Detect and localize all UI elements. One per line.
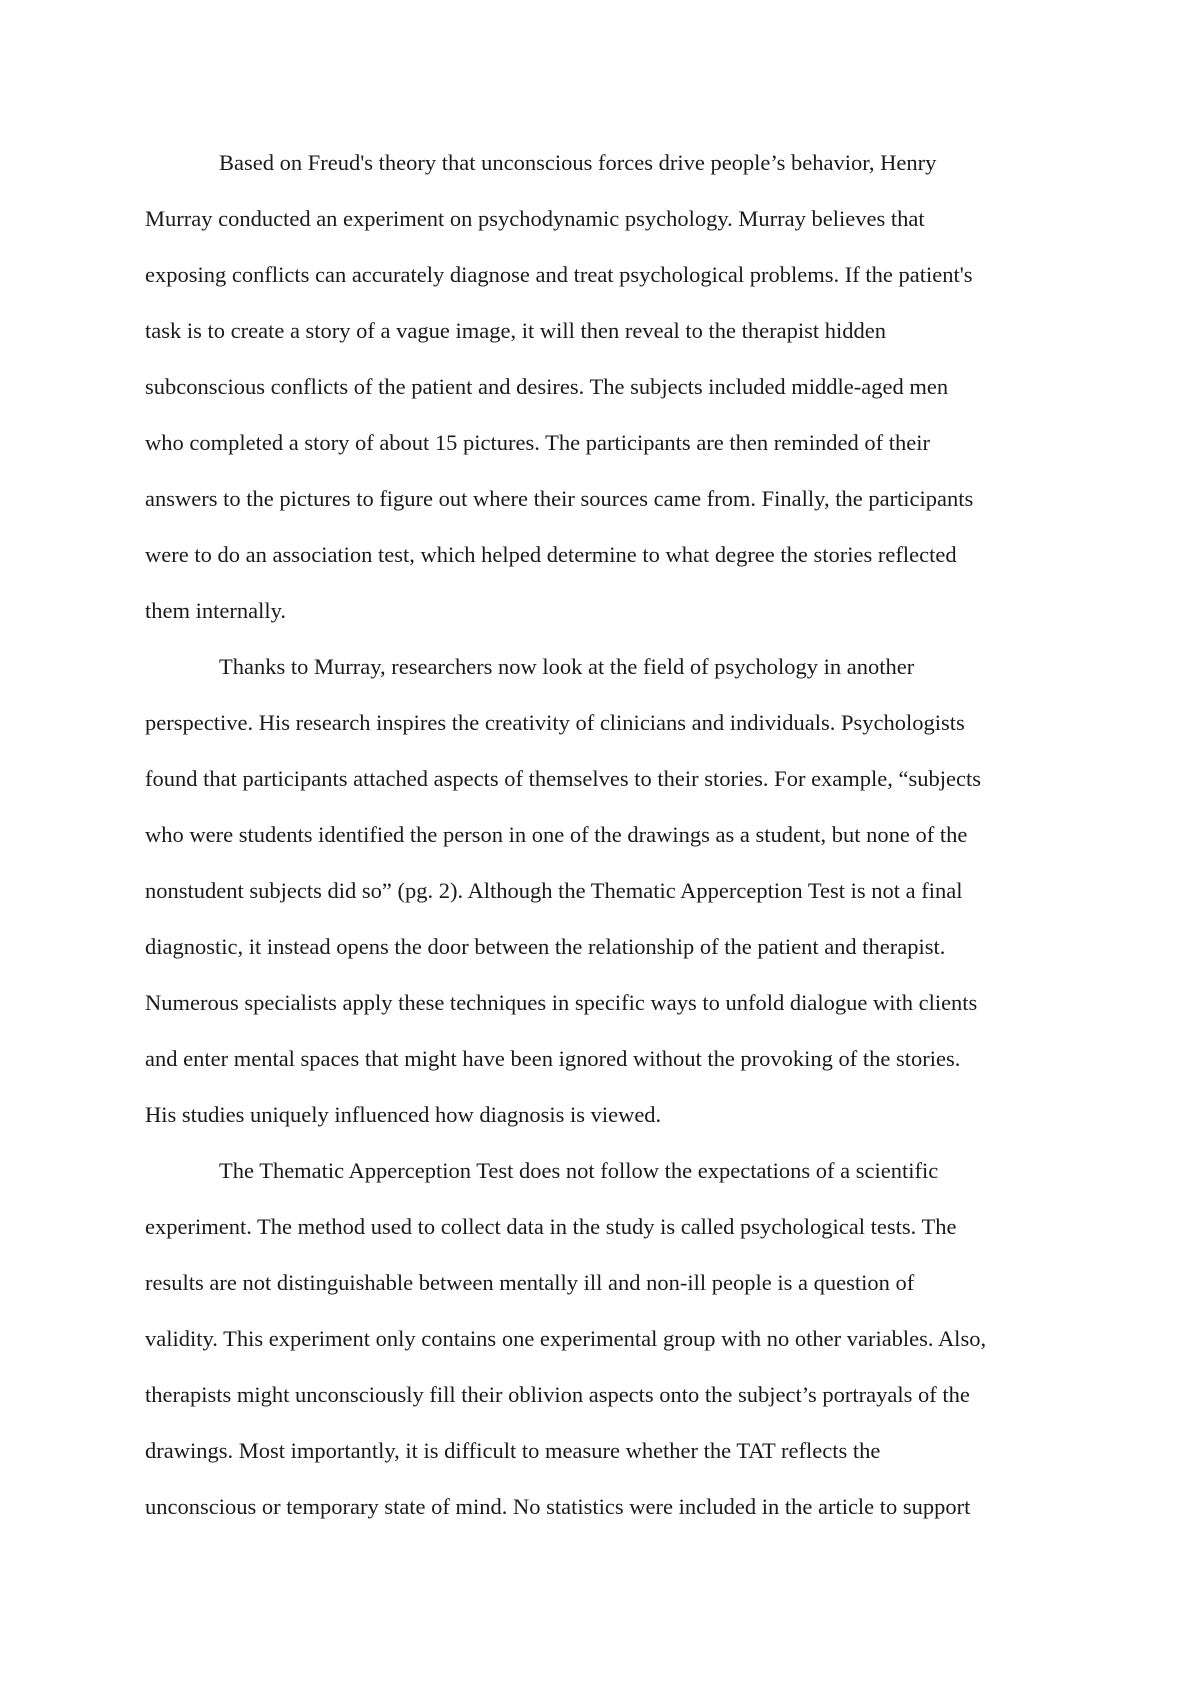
paragraph-3-line-6: drawings. Most importantly, it is difficult to measure whether the TAT reflects the xyxy=(145,1438,881,1463)
paragraph-1-line-9: them internally. xyxy=(145,598,286,623)
paragraph-2-line-1: Thanks to Murray, researchers now look at the field of psychology in another xyxy=(219,654,915,679)
paragraph-1-line-7: answers to the pictures to figure out where their sources came from. Finally, the participants xyxy=(145,486,974,511)
paragraph-2-line-5: nonstudent subjects did so” (pg. 2). Although the Thematic Apperception Test is not a final xyxy=(145,878,963,903)
paragraph-2-line-3: found that participants attached aspects of themselves to their stories. For example, “subjects xyxy=(145,766,982,791)
paragraph-3-line-3: results are not distinguishable between mentally ill and non-ill people is a question of xyxy=(145,1270,915,1295)
paragraph-2-line-8: and enter mental spaces that might have been ignored without the provoking of the stories. xyxy=(145,1046,961,1071)
paragraph-1-line-3: exposing conflicts can accurately diagnose and treat psychological problems. If the patient's xyxy=(145,262,973,287)
paragraph-2-line-7: Numerous specialists apply these techniques in specific ways to unfold dialogue with clients xyxy=(145,990,978,1015)
paragraph-3-line-4: validity. This experiment only contains one experimental group with no other variables. Also, xyxy=(145,1326,987,1351)
paragraph-3-line-7: unconscious or temporary state of mind. No statistics were included in the article to support xyxy=(145,1494,971,1519)
paragraph-1-line-6: who completed a story of about 15 pictures. The participants are then reminded of their xyxy=(145,430,930,455)
paragraph-3-line-1: The Thematic Apperception Test does not follow the expectations of a scientific xyxy=(219,1158,939,1183)
paragraph-2-line-9: His studies uniquely influenced how diagnosis is viewed. xyxy=(145,1102,662,1127)
paragraph-1-line-8: were to do an association test, which helped determine to what degree the stories reflected xyxy=(145,542,957,567)
paragraph-1-line-5: subconscious conflicts of the patient and desires. The subjects included middle-aged men xyxy=(145,374,949,399)
paragraph-2-line-6: diagnostic, it instead opens the door between the relationship of the patient and therapist. xyxy=(145,934,946,959)
paragraph-1-line-1: Based on Freud's theory that unconscious forces drive people’s behavior, Henry xyxy=(219,150,937,175)
paragraph-2-line-4: who were students identified the person in one of the drawings as a student, but none of the xyxy=(145,822,968,847)
paragraph-1-line-2: Murray conducted an experiment on psychodynamic psychology. Murray believes that xyxy=(145,206,925,231)
paragraph-2-line-2: perspective. His research inspires the creativity of clinicians and individuals. Psychologists xyxy=(145,710,965,735)
paragraph-3-line-2: experiment. The method used to collect data in the study is called psychological tests. The xyxy=(145,1214,957,1239)
paragraph-1-line-4: task is to create a story of a vague image, it will then reveal to the therapist hidden xyxy=(145,318,887,343)
paragraph-3-line-5: therapists might unconsciously fill their oblivion aspects onto the subject’s portrayals of the xyxy=(145,1382,970,1407)
